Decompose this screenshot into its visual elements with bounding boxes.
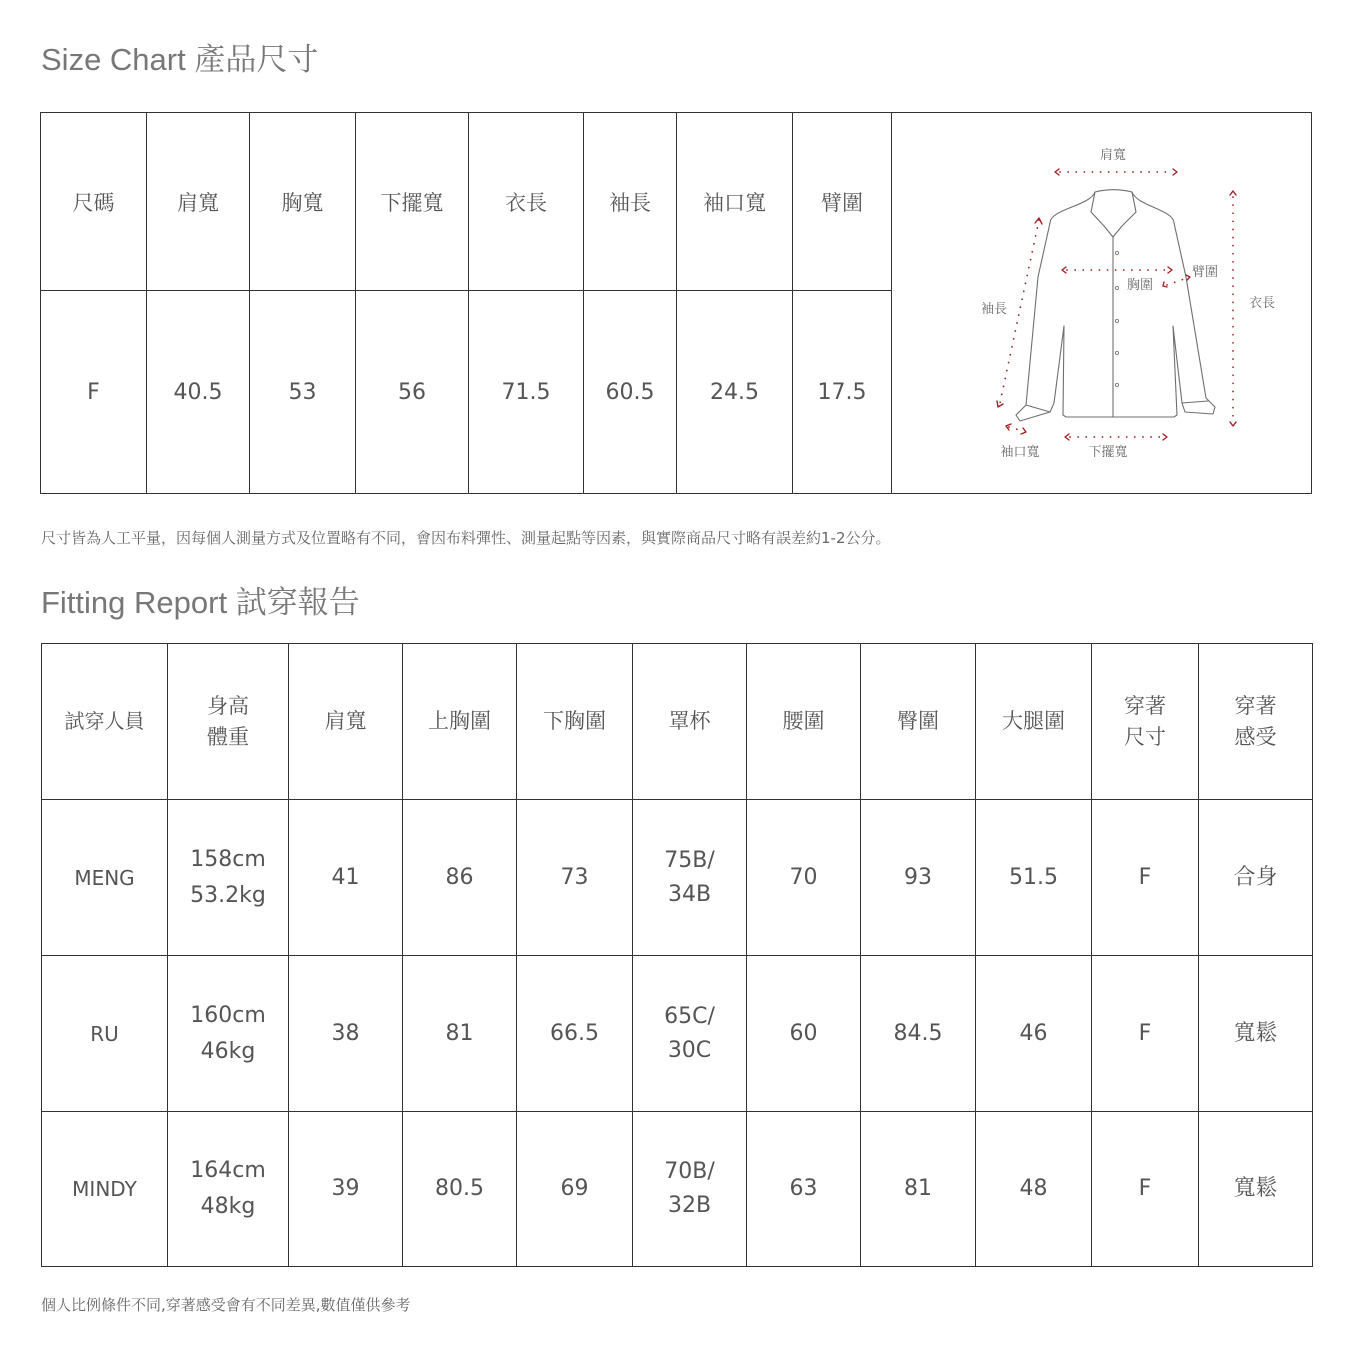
shirt-diagram-cell (892, 113, 1312, 494)
under-bust-cell: 66.5 (517, 956, 633, 1112)
cup-cell (633, 1112, 747, 1267)
header-wearing-feel-line2: 感受 (1234, 724, 1277, 749)
header-waist (747, 644, 861, 800)
header-worn-size-line2: 尺寸 (1124, 724, 1166, 749)
wearing-feel-cell: 寬鬆 (1199, 956, 1313, 1112)
size-chart-table (40, 112, 1312, 494)
worn-size-cell: F (1092, 800, 1199, 956)
waist-cell: 60 (747, 956, 861, 1112)
weight-value: 46kg (200, 1038, 256, 1064)
upper-bust-cell: 80.5 (403, 1112, 517, 1267)
size-chart-title: Size Chart 產品尺寸 (41, 42, 319, 77)
header-thigh (976, 644, 1092, 800)
tester-row-meng (42, 800, 1313, 956)
height-weight-cell (168, 956, 289, 1112)
cup-cell (633, 956, 747, 1112)
thigh-cell: 51.5 (976, 800, 1092, 956)
header-under-bust-label: 下胸圍 (543, 709, 606, 733)
thigh-cell: 48 (976, 1112, 1092, 1267)
diagram-label-arm: 臂圍 (1191, 265, 1219, 280)
wearing-feel-cell: 寬鬆 (1199, 1112, 1313, 1267)
diagram-label-cuff: 袖口寬 (1000, 445, 1040, 460)
sleeve-length-cell: 60.5 (584, 291, 677, 494)
header-under-bust (517, 644, 633, 800)
worn-size-cell: F (1092, 956, 1199, 1112)
shoulder-cell: 38 (289, 956, 403, 1112)
thigh-cell: 46 (976, 956, 1092, 1112)
height-value: 158cm (190, 846, 266, 872)
shoulder-cell: 39 (289, 1112, 403, 1267)
size-chart-note: 尺寸皆為人工平量，因每個人測量方式及位置略有不同，會因布料彈性、測量起點等因素，與實際商品尺寸略有誤差約1-2公分。 (41, 529, 891, 547)
header-shoulder: 肩寬 (147, 113, 250, 291)
shoulder-cell: 41 (289, 800, 403, 956)
diagram-label-chest: 胸圍 (1126, 278, 1154, 293)
wearing-feel-cell: 合身 (1199, 800, 1313, 956)
cup-line2: 32B (667, 1193, 712, 1218)
cuff-width-cell: 24.5 (677, 291, 793, 494)
diagram-label-shoulder: 肩寬 (1099, 148, 1127, 163)
tester-name: MINDY (42, 1112, 168, 1267)
fitting-report-table (41, 643, 1313, 1267)
header-shoulder (289, 644, 403, 800)
tester-row-ru (42, 956, 1313, 1112)
hip-cell: 84.5 (861, 956, 976, 1112)
shoulder-cell: 40.5 (147, 291, 250, 494)
header-upper-bust (403, 644, 517, 800)
fitting-report-title: Fitting Report 試穿報告 (41, 585, 360, 620)
header-shoulder-label: 肩寬 (324, 709, 367, 733)
hip-cell: 81 (861, 1112, 976, 1267)
header-upper-bust-label: 上胸圍 (428, 709, 491, 733)
tester-name: RU (42, 956, 168, 1112)
header-worn-size-line1: 穿著 (1124, 693, 1166, 718)
height-value: 160cm (190, 1002, 266, 1028)
header-waist-label: 腰圍 (782, 709, 825, 733)
hem-cell: 56 (356, 291, 469, 494)
height-value: 164cm (190, 1158, 266, 1183)
cup-line2: 30C (667, 1037, 712, 1063)
diagram-label-hem: 下擺寬 (1088, 445, 1128, 460)
header-arm-circumference: 臂圍 (793, 113, 892, 291)
worn-size-cell: F (1092, 1112, 1199, 1267)
header-height-weight (168, 644, 289, 800)
header-size: 尺碼 (41, 113, 147, 291)
waist-cell: 70 (747, 800, 861, 956)
tester-row-mindy (42, 1112, 1313, 1267)
height-weight-cell (168, 1112, 289, 1267)
header-hem: 下擺寬 (356, 113, 469, 291)
measurement-arrowheads (997, 169, 1236, 440)
upper-bust-cell: 86 (403, 800, 517, 956)
cup-line1: 65C/ (664, 1003, 715, 1029)
fitting-report-note: 個人比例條件不同,穿著感受會有不同差異,數值僅供參考 (41, 1296, 411, 1314)
header-cup-label: 罩杯 (668, 709, 711, 733)
header-cuff-width: 袖口寬 (677, 113, 793, 291)
weight-value: 48kg (200, 1194, 256, 1219)
header-wearing-feel-line1: 穿著 (1234, 693, 1277, 718)
under-bust-cell: 73 (517, 800, 633, 956)
under-bust-cell: 69 (517, 1112, 633, 1267)
cup-line1: 75B/ (664, 847, 715, 873)
size-cell: F (41, 291, 147, 494)
header-tester (42, 644, 168, 800)
shirt-buttons (1115, 251, 1118, 386)
header-weight-label: 體重 (207, 724, 249, 749)
diagram-label-sleeve: 袖長 (980, 302, 1008, 317)
header-hip-label: 臀圍 (897, 709, 939, 733)
shirt-measurement-diagram (892, 113, 1310, 492)
length-cell: 71.5 (469, 291, 584, 494)
header-hip (861, 644, 976, 800)
height-weight-cell (168, 800, 289, 956)
header-tester-label: 試穿人員 (64, 709, 145, 733)
header-wearing-feel (1199, 644, 1313, 800)
cup-line1: 70B/ (664, 1159, 715, 1184)
diagram-label-length: 衣長 (1248, 296, 1276, 311)
header-worn-size (1092, 644, 1199, 800)
header-length: 衣長 (469, 113, 584, 291)
hip-cell: 93 (861, 800, 976, 956)
header-height-label: 身高 (207, 693, 249, 718)
tester-name: MENG (42, 800, 168, 956)
upper-bust-cell: 81 (403, 956, 517, 1112)
cup-cell (633, 800, 747, 956)
header-thigh-label: 大腿圍 (1002, 709, 1065, 733)
header-chest: 胸寬 (250, 113, 356, 291)
weight-value: 53.2kg (190, 882, 266, 908)
cup-line2: 34B (667, 881, 712, 907)
arm-circumference-cell: 17.5 (793, 291, 892, 494)
chest-cell: 53 (250, 291, 356, 494)
header-cup (633, 644, 747, 800)
fit-header-row (42, 644, 1313, 800)
header-sleeve-length: 袖長 (584, 113, 677, 291)
size-header-row (41, 113, 1312, 291)
waist-cell: 63 (747, 1112, 861, 1267)
